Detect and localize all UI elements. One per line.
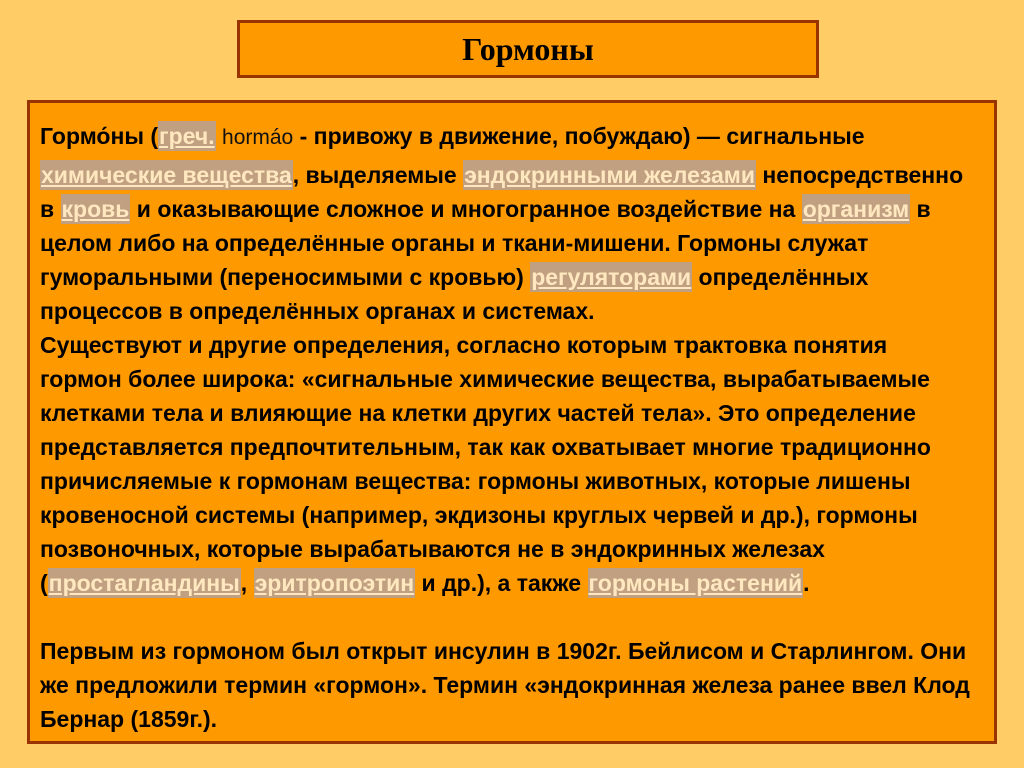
history-text: же предложили термин «гормон». Термин «эндокринная железа ранее ввел Клод bbox=[40, 672, 970, 698]
text-line bbox=[40, 226, 970, 260]
text-line bbox=[40, 430, 970, 464]
text-line bbox=[40, 362, 970, 396]
definition-text: и оказывающие сложное и многогранное воздействие на bbox=[130, 196, 802, 222]
alternative-text: . bbox=[803, 570, 810, 596]
definition-text: - привожу в движение, побуждаю) — сигнальные bbox=[293, 123, 865, 149]
content-box bbox=[27, 100, 997, 744]
text-line bbox=[40, 464, 970, 498]
link-blood[interactable]: кровь bbox=[61, 196, 130, 222]
alternative-text: и др.), а также bbox=[415, 570, 588, 596]
link-plant-hormones[interactable]: гормоны растений bbox=[588, 570, 803, 596]
alternative-text: кровеносной системы (например, экдизоны круглых червей и др.), гормоны bbox=[40, 502, 918, 528]
link-chemical-substances[interactable]: химические вещества bbox=[41, 162, 292, 188]
text-line bbox=[40, 702, 970, 736]
link-organism[interactable]: организм bbox=[802, 196, 910, 222]
definition-text: гуморальными (переносимыми с кровью) bbox=[40, 264, 531, 290]
slide-title: Гормоны bbox=[462, 31, 594, 67]
definition-text: определённых bbox=[692, 264, 869, 290]
link-endocrine-glands[interactable]: эндокринными железами bbox=[464, 162, 755, 188]
history-text: Первым из гормоном был открыт инсулин в 1902г. Бейлисом и Старлингом. Они bbox=[40, 638, 967, 664]
definition-text: целом либо на определённые органы и ткани-мишени. Гормоны служат bbox=[40, 230, 869, 256]
definition-text: непосредственно bbox=[755, 162, 964, 188]
definition-text: процессов в определённых органах и системах. bbox=[40, 298, 595, 324]
body-text bbox=[40, 119, 970, 736]
link-greek[interactable]: греч. bbox=[159, 123, 215, 149]
text-line bbox=[40, 498, 970, 532]
link-erythropoietin[interactable]: эритропоэтин bbox=[254, 570, 415, 596]
text-line bbox=[40, 634, 970, 668]
alternative-text: причисляемые к гормонам вещества: гормоны животных, которые лишены bbox=[40, 468, 911, 494]
definition-text: в bbox=[910, 196, 931, 222]
blank-line bbox=[40, 600, 970, 634]
title-box bbox=[237, 20, 819, 78]
link-regulators[interactable]: регуляторами bbox=[531, 264, 692, 290]
definition-text: , выделяемые bbox=[292, 162, 464, 188]
greek-term: hormáo bbox=[222, 126, 294, 149]
text-line bbox=[40, 668, 970, 702]
text-line bbox=[40, 328, 970, 362]
text-line bbox=[40, 260, 970, 294]
history-text: Бернар (1859г.). bbox=[40, 706, 218, 732]
alternative-text: позвоночных, которые вырабатываются не в эндокринных железах bbox=[40, 536, 825, 562]
alternative-text: Существуют и другие определения, согласно которым трактовка понятия bbox=[40, 332, 888, 358]
alternative-text: клетками тела и влияющие на клетки других частей тела». Это определение bbox=[40, 400, 916, 426]
alternative-text: представляется предпочтительным, так как охватывает многие традиционно bbox=[40, 434, 931, 460]
text-line bbox=[40, 396, 970, 430]
text-line bbox=[40, 192, 970, 226]
text-line bbox=[40, 158, 970, 192]
text-line bbox=[40, 566, 970, 600]
alternative-text: гормон более широка: «сигнальные химические вещества, вырабатываемые bbox=[40, 366, 930, 392]
definition-text: в bbox=[40, 196, 61, 222]
alternative-text: ( bbox=[40, 570, 48, 596]
definition-text: Гормо́ны ( bbox=[40, 123, 159, 149]
text-line bbox=[40, 532, 970, 566]
link-prostaglandins[interactable]: простагландины bbox=[48, 570, 240, 596]
text-line bbox=[40, 294, 970, 328]
alternative-text: , bbox=[240, 570, 254, 596]
text-line bbox=[40, 119, 970, 153]
